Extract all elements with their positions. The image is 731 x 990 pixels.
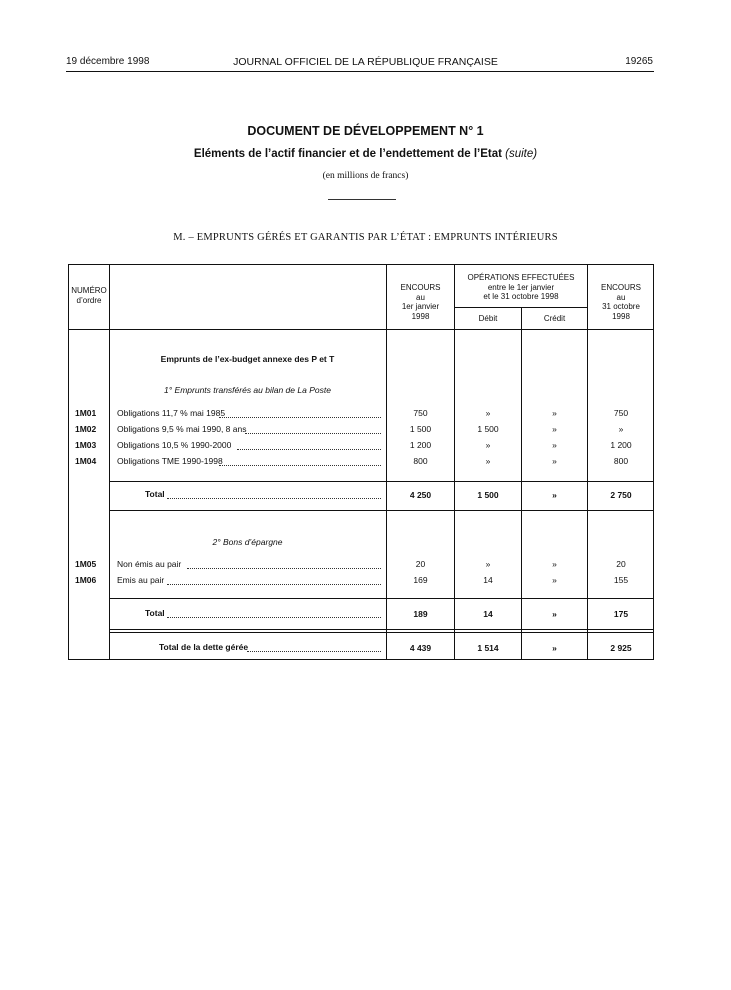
row-encours-end: 155 (613, 575, 629, 585)
row-code: 1M04 (75, 456, 97, 466)
total-label: Total (145, 489, 165, 499)
total2-top-rule (109, 598, 654, 599)
grand-total-rule-2 (109, 632, 654, 633)
row-label: Obligations 11,7 % mai 1985 (117, 408, 226, 418)
row-code: 1M03 (75, 440, 97, 450)
header-journal-title: JOURNAL OFFICIEL DE LA RÉPUBLIQUE FRANÇAISE (233, 56, 498, 68)
grand-total-label: Total de la dette gérée (159, 642, 249, 652)
total1-bottom-rule (109, 510, 654, 511)
header-encours-end (588, 283, 654, 321)
leader-dots (187, 568, 381, 569)
row-debit: » (485, 408, 491, 418)
row-credit: » (552, 456, 557, 466)
total-credit: » (552, 490, 557, 500)
total-label: Total (145, 608, 165, 618)
row-credit: » (552, 559, 557, 569)
units-note: (en millions de francs) (322, 171, 409, 181)
grand-total-encours-end: 2 925 (610, 643, 632, 653)
row-credit: » (552, 408, 557, 418)
row-encours-start: 1 500 (409, 424, 432, 434)
header-subdivider (454, 307, 587, 308)
document-title: DOCUMENT DE DÉVELOPPEMENT N° 1 (247, 124, 484, 138)
header-page-number: 19265 (625, 56, 653, 67)
header-operations-line3: et le 31 octobre 1998 (483, 292, 559, 301)
leader-dots (245, 433, 381, 434)
leader-dots (219, 465, 381, 466)
row-encours-end: 1 200 (610, 440, 632, 450)
header-credit: Crédit (543, 314, 566, 323)
grand-total-rule-1 (109, 629, 654, 630)
separator-rule (328, 199, 396, 200)
total-encours-start: 4 250 (409, 490, 432, 500)
row-encours-start: 1 200 (409, 440, 432, 450)
header-numero-line1: NUMÉRO (71, 286, 107, 295)
row-encours-start: 20 (415, 559, 426, 569)
header-operations-line1: OPÉRATIONS EFFECTUÉES (467, 273, 575, 282)
row-label: Obligations 9,5 % mai 1990, 8 ans (117, 424, 247, 434)
leader-dots (167, 584, 381, 585)
grand-total-encours-start: 4 439 (409, 643, 432, 653)
row-encours-end: » (618, 424, 624, 434)
row-encours-end: 20 (616, 559, 626, 569)
header-numero-line2: d’ordre (76, 295, 102, 305)
col-divider (521, 308, 522, 659)
header-encours-end-line3: 31 octobre (602, 302, 640, 311)
total-encours-end: 2 750 (610, 490, 632, 500)
debt-table (68, 264, 654, 660)
total-debit: 14 (483, 609, 493, 619)
row-encours-end: 800 (613, 456, 629, 466)
subtitle-suffix: (suite) (505, 148, 538, 160)
col-divider (109, 265, 110, 659)
header-encours-start-line3: 1er janvier (401, 302, 440, 311)
row-code: 1M01 (75, 408, 97, 418)
leader-dots (167, 617, 381, 618)
header-operations-line2: entre le 1er janvier (487, 282, 555, 292)
header-operations (455, 273, 587, 302)
total1-top-rule (109, 481, 654, 482)
row-code: 1M06 (75, 575, 97, 585)
section-title: M. – EMPRUNTS GÉRÉS ET GARANTIS PAR L’ÉTAT : EMPRUNTS INTÉRIEURS (173, 232, 558, 243)
header-encours-start-line2: au (416, 292, 425, 302)
header-encours-start-line4: 1998 (411, 311, 430, 321)
total-encours-start: 189 (413, 609, 428, 619)
header-encours-end-line4: 1998 (612, 311, 630, 321)
section2-title: 2° Bons d’épargne (212, 537, 283, 547)
header-encours-end-line1: ENCOURS (600, 283, 641, 292)
total-credit: » (552, 609, 557, 619)
row-encours-start: 169 (413, 575, 428, 585)
header-debit: Débit (478, 314, 498, 323)
row-code: 1M02 (75, 424, 97, 434)
leader-dots (237, 449, 381, 450)
header-rule (66, 71, 654, 72)
row-encours-start: 750 (413, 408, 428, 418)
row-credit: » (552, 575, 557, 585)
total-encours-end: 175 (613, 609, 629, 619)
leader-dots (219, 417, 381, 418)
leader-dots (247, 651, 381, 652)
row-credit: » (552, 424, 557, 434)
row-label: Obligations TME 1990-1998 (117, 456, 223, 466)
row-debit: 1 500 (477, 424, 499, 434)
total-debit: 1 500 (477, 490, 499, 500)
row-label: Non émis au pair (117, 559, 182, 569)
row-debit: 14 (483, 575, 493, 585)
row-encours-end: 750 (613, 408, 629, 418)
subtitle-text: Eléments de l’actif financier et de l’endettement de l’Etat (193, 148, 502, 160)
row-label: Emis au pair (117, 575, 165, 585)
row-debit: » (485, 456, 491, 466)
header-encours-end-line2: au (616, 292, 626, 302)
grand-total-credit: » (552, 643, 557, 653)
row-encours-start: 800 (413, 456, 428, 466)
grand-total-debit: 1 514 (477, 643, 499, 653)
document-subtitle (0, 148, 731, 160)
header-numero (69, 286, 109, 305)
header-encours-start (387, 283, 454, 321)
leader-dots (167, 498, 381, 499)
section1-title: 1° Emprunts transférés au bilan de La Poste (164, 385, 331, 395)
row-code: 1M05 (75, 559, 97, 569)
row-debit: » (485, 440, 491, 450)
header-date: 19 décembre 1998 (66, 56, 150, 67)
row-label: Obligations 10,5 % 1990-2000 (117, 440, 232, 450)
group-title: Emprunts de l’ex-budget annexe des P et T (160, 354, 335, 364)
row-debit: » (485, 559, 491, 569)
row-credit: » (552, 440, 557, 450)
header-encours-start-line1: ENCOURS (400, 283, 441, 292)
header-bottom-rule (69, 329, 654, 330)
